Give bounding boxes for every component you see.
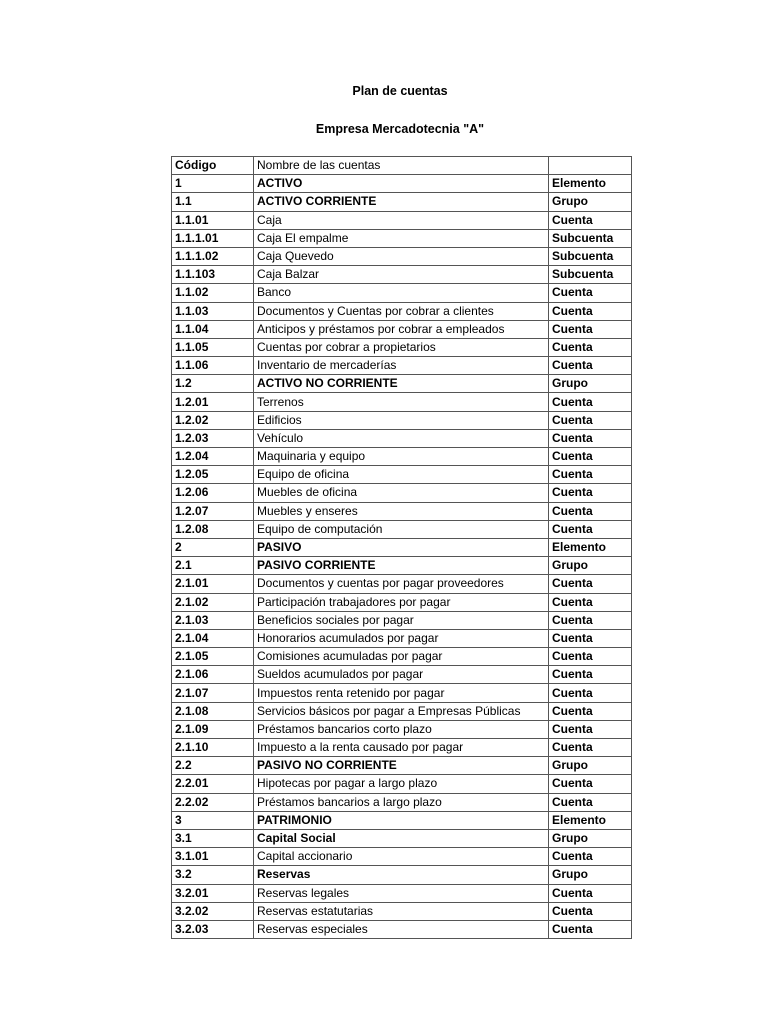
header-account-name: Nombre de las cuentas (254, 157, 549, 175)
account-code: 1.2 (172, 375, 254, 393)
table-row (172, 866, 632, 884)
account-code: 1.1.06 (172, 357, 254, 375)
account-code: 1.2.05 (172, 466, 254, 484)
account-type: Cuenta (549, 429, 632, 447)
account-code: 1.2.06 (172, 484, 254, 502)
account-type: Cuenta (549, 629, 632, 647)
account-code: 2.2.02 (172, 793, 254, 811)
account-name: Impuestos renta retenido por pagar (254, 684, 549, 702)
account-name: Préstamos bancarios a largo plazo (254, 793, 549, 811)
account-name: ACTIVO NO CORRIENTE (254, 375, 549, 393)
table-row (172, 739, 632, 757)
table-row (172, 902, 632, 920)
account-type: Cuenta (549, 775, 632, 793)
account-type: Grupo (549, 866, 632, 884)
account-name: Caja El empalme (254, 229, 549, 247)
table-row (172, 338, 632, 356)
account-type: Elemento (549, 538, 632, 556)
account-name: Reservas (254, 866, 549, 884)
account-type: Cuenta (549, 320, 632, 338)
account-name: Honorarios acumulados por pagar (254, 629, 549, 647)
account-type: Cuenta (549, 666, 632, 684)
table-header-row (172, 157, 632, 175)
table-row (172, 520, 632, 538)
account-name: Maquinaria y equipo (254, 448, 549, 466)
table-row (172, 302, 632, 320)
page-title: Plan de cuentas (352, 84, 448, 98)
account-code: 1.2.02 (172, 411, 254, 429)
account-type: Cuenta (549, 884, 632, 902)
account-code: 2.1.09 (172, 720, 254, 738)
account-type: Cuenta (549, 848, 632, 866)
table-row (172, 648, 632, 666)
table-row (172, 411, 632, 429)
account-type: Cuenta (549, 502, 632, 520)
account-type: Cuenta (549, 284, 632, 302)
account-code: 2.1.02 (172, 593, 254, 611)
account-type: Cuenta (549, 593, 632, 611)
table-row (172, 920, 632, 938)
table-row (172, 575, 632, 593)
account-name: PASIVO CORRIENTE (254, 557, 549, 575)
account-code: 2.1.01 (172, 575, 254, 593)
account-name: ACTIVO (254, 175, 549, 193)
account-type: Cuenta (549, 338, 632, 356)
account-name: Equipo de oficina (254, 466, 549, 484)
account-type: Cuenta (549, 702, 632, 720)
table-row (172, 502, 632, 520)
account-name: Edificios (254, 411, 549, 429)
account-type: Cuenta (549, 793, 632, 811)
account-type: Cuenta (549, 302, 632, 320)
account-name: ACTIVO CORRIENTE (254, 193, 549, 211)
account-name: Vehículo (254, 429, 549, 447)
account-code: 2.1.04 (172, 629, 254, 647)
table-row (172, 593, 632, 611)
account-code: 3.2.02 (172, 902, 254, 920)
account-type: Grupo (549, 193, 632, 211)
account-code: 3.2 (172, 866, 254, 884)
account-type: Grupo (549, 557, 632, 575)
accounts-table-body (172, 157, 632, 939)
table-row (172, 702, 632, 720)
account-name: Hipotecas por pagar a largo plazo (254, 775, 549, 793)
account-name: Caja (254, 211, 549, 229)
table-row (172, 284, 632, 302)
account-name: Documentos y cuentas por pagar proveedores (254, 575, 549, 593)
header-code: Código (172, 157, 254, 175)
table-row (172, 884, 632, 902)
account-name: Anticipos y préstamos por cobrar a empleados (254, 320, 549, 338)
account-type: Grupo (549, 829, 632, 847)
account-code: 1.1 (172, 193, 254, 211)
account-code: 1.1.02 (172, 284, 254, 302)
account-type: Cuenta (549, 357, 632, 375)
company-subtitle: Empresa Mercadotecnia "A" (315, 122, 485, 136)
account-code: 1.1.103 (172, 266, 254, 284)
table-row (172, 557, 632, 575)
account-type: Grupo (549, 375, 632, 393)
account-code: 1.2.04 (172, 448, 254, 466)
table-row (172, 793, 632, 811)
table-row (172, 211, 632, 229)
account-code: 2.1.07 (172, 684, 254, 702)
account-code: 1.2.08 (172, 520, 254, 538)
account-name: Banco (254, 284, 549, 302)
account-code: 3 (172, 811, 254, 829)
account-name: Reservas estatutarias (254, 902, 549, 920)
account-type: Grupo (549, 757, 632, 775)
account-type: Cuenta (549, 648, 632, 666)
table-row (172, 247, 632, 265)
account-code: 2 (172, 538, 254, 556)
account-code: 3.2.03 (172, 920, 254, 938)
account-code: 1.1.04 (172, 320, 254, 338)
table-row (172, 229, 632, 247)
account-name: Inventario de mercaderías (254, 357, 549, 375)
account-name: Caja Quevedo (254, 247, 549, 265)
account-name: Documentos y Cuentas por cobrar a clientes (254, 302, 549, 320)
table-row (172, 629, 632, 647)
account-name: Capital accionario (254, 848, 549, 866)
table-row (172, 375, 632, 393)
account-code: 3.2.01 (172, 884, 254, 902)
account-type: Cuenta (549, 448, 632, 466)
account-code: 1.1.01 (172, 211, 254, 229)
account-name: PASIVO NO CORRIENTE (254, 757, 549, 775)
account-name: Préstamos bancarios corto plazo (254, 720, 549, 738)
account-code: 1.1.03 (172, 302, 254, 320)
account-code: 2.1.10 (172, 739, 254, 757)
account-name: Muebles y enseres (254, 502, 549, 520)
table-row (172, 775, 632, 793)
account-name: Participación trabajadores por pagar (254, 593, 549, 611)
account-code: 1.2.03 (172, 429, 254, 447)
account-name: PATRIMONIO (254, 811, 549, 829)
account-type: Elemento (549, 811, 632, 829)
table-row (172, 175, 632, 193)
table-row (172, 484, 632, 502)
account-name: Beneficios sociales por pagar (254, 611, 549, 629)
account-code: 2.2.01 (172, 775, 254, 793)
account-name: Reservas especiales (254, 920, 549, 938)
table-row (172, 684, 632, 702)
table-row (172, 538, 632, 556)
account-type: Cuenta (549, 575, 632, 593)
table-row (172, 666, 632, 684)
account-type: Cuenta (549, 393, 632, 411)
table-row (172, 466, 632, 484)
header-account-type (549, 157, 632, 175)
account-code: 1.2.01 (172, 393, 254, 411)
account-type: Cuenta (549, 520, 632, 538)
table-row (172, 848, 632, 866)
account-name: PASIVO (254, 538, 549, 556)
account-name: Comisiones acumuladas por pagar (254, 648, 549, 666)
table-row (172, 448, 632, 466)
table-row (172, 320, 632, 338)
account-name: Sueldos acumulados por pagar (254, 666, 549, 684)
account-type: Cuenta (549, 739, 632, 757)
table-row (172, 720, 632, 738)
account-code: 3.1.01 (172, 848, 254, 866)
account-type: Cuenta (549, 920, 632, 938)
account-type: Cuenta (549, 484, 632, 502)
table-row (172, 811, 632, 829)
account-type: Cuenta (549, 684, 632, 702)
account-type: Elemento (549, 175, 632, 193)
account-type: Cuenta (549, 720, 632, 738)
account-code: 3.1 (172, 829, 254, 847)
account-code: 2.2 (172, 757, 254, 775)
table-row (172, 757, 632, 775)
account-code: 2.1.06 (172, 666, 254, 684)
account-code: 1 (172, 175, 254, 193)
table-row (172, 266, 632, 284)
account-type: Subcuenta (549, 266, 632, 284)
table-row (172, 429, 632, 447)
account-name: Capital Social (254, 829, 549, 847)
table-row (172, 357, 632, 375)
account-type: Cuenta (549, 466, 632, 484)
account-type: Subcuenta (549, 247, 632, 265)
account-code: 1.2.07 (172, 502, 254, 520)
account-code: 2.1 (172, 557, 254, 575)
account-name: Impuesto a la renta causado por pagar (254, 739, 549, 757)
accounts-table (171, 156, 632, 939)
account-type: Subcuenta (549, 229, 632, 247)
account-code: 2.1.05 (172, 648, 254, 666)
account-code: 1.1.1.02 (172, 247, 254, 265)
account-code: 1.1.1.01 (172, 229, 254, 247)
account-name: Terrenos (254, 393, 549, 411)
account-type: Cuenta (549, 211, 632, 229)
account-name: Servicios básicos por pagar a Empresas Públicas (254, 702, 549, 720)
account-type: Cuenta (549, 411, 632, 429)
account-code: 2.1.03 (172, 611, 254, 629)
table-row (172, 611, 632, 629)
table-row (172, 193, 632, 211)
table-row (172, 393, 632, 411)
account-code: 2.1.08 (172, 702, 254, 720)
account-name: Cuentas por cobrar a propietarios (254, 338, 549, 356)
account-name: Caja Balzar (254, 266, 549, 284)
table-row (172, 829, 632, 847)
account-name: Reservas legales (254, 884, 549, 902)
account-type: Cuenta (549, 611, 632, 629)
account-name: Muebles de oficina (254, 484, 549, 502)
account-name: Equipo de computación (254, 520, 549, 538)
account-type: Cuenta (549, 902, 632, 920)
account-code: 1.1.05 (172, 338, 254, 356)
